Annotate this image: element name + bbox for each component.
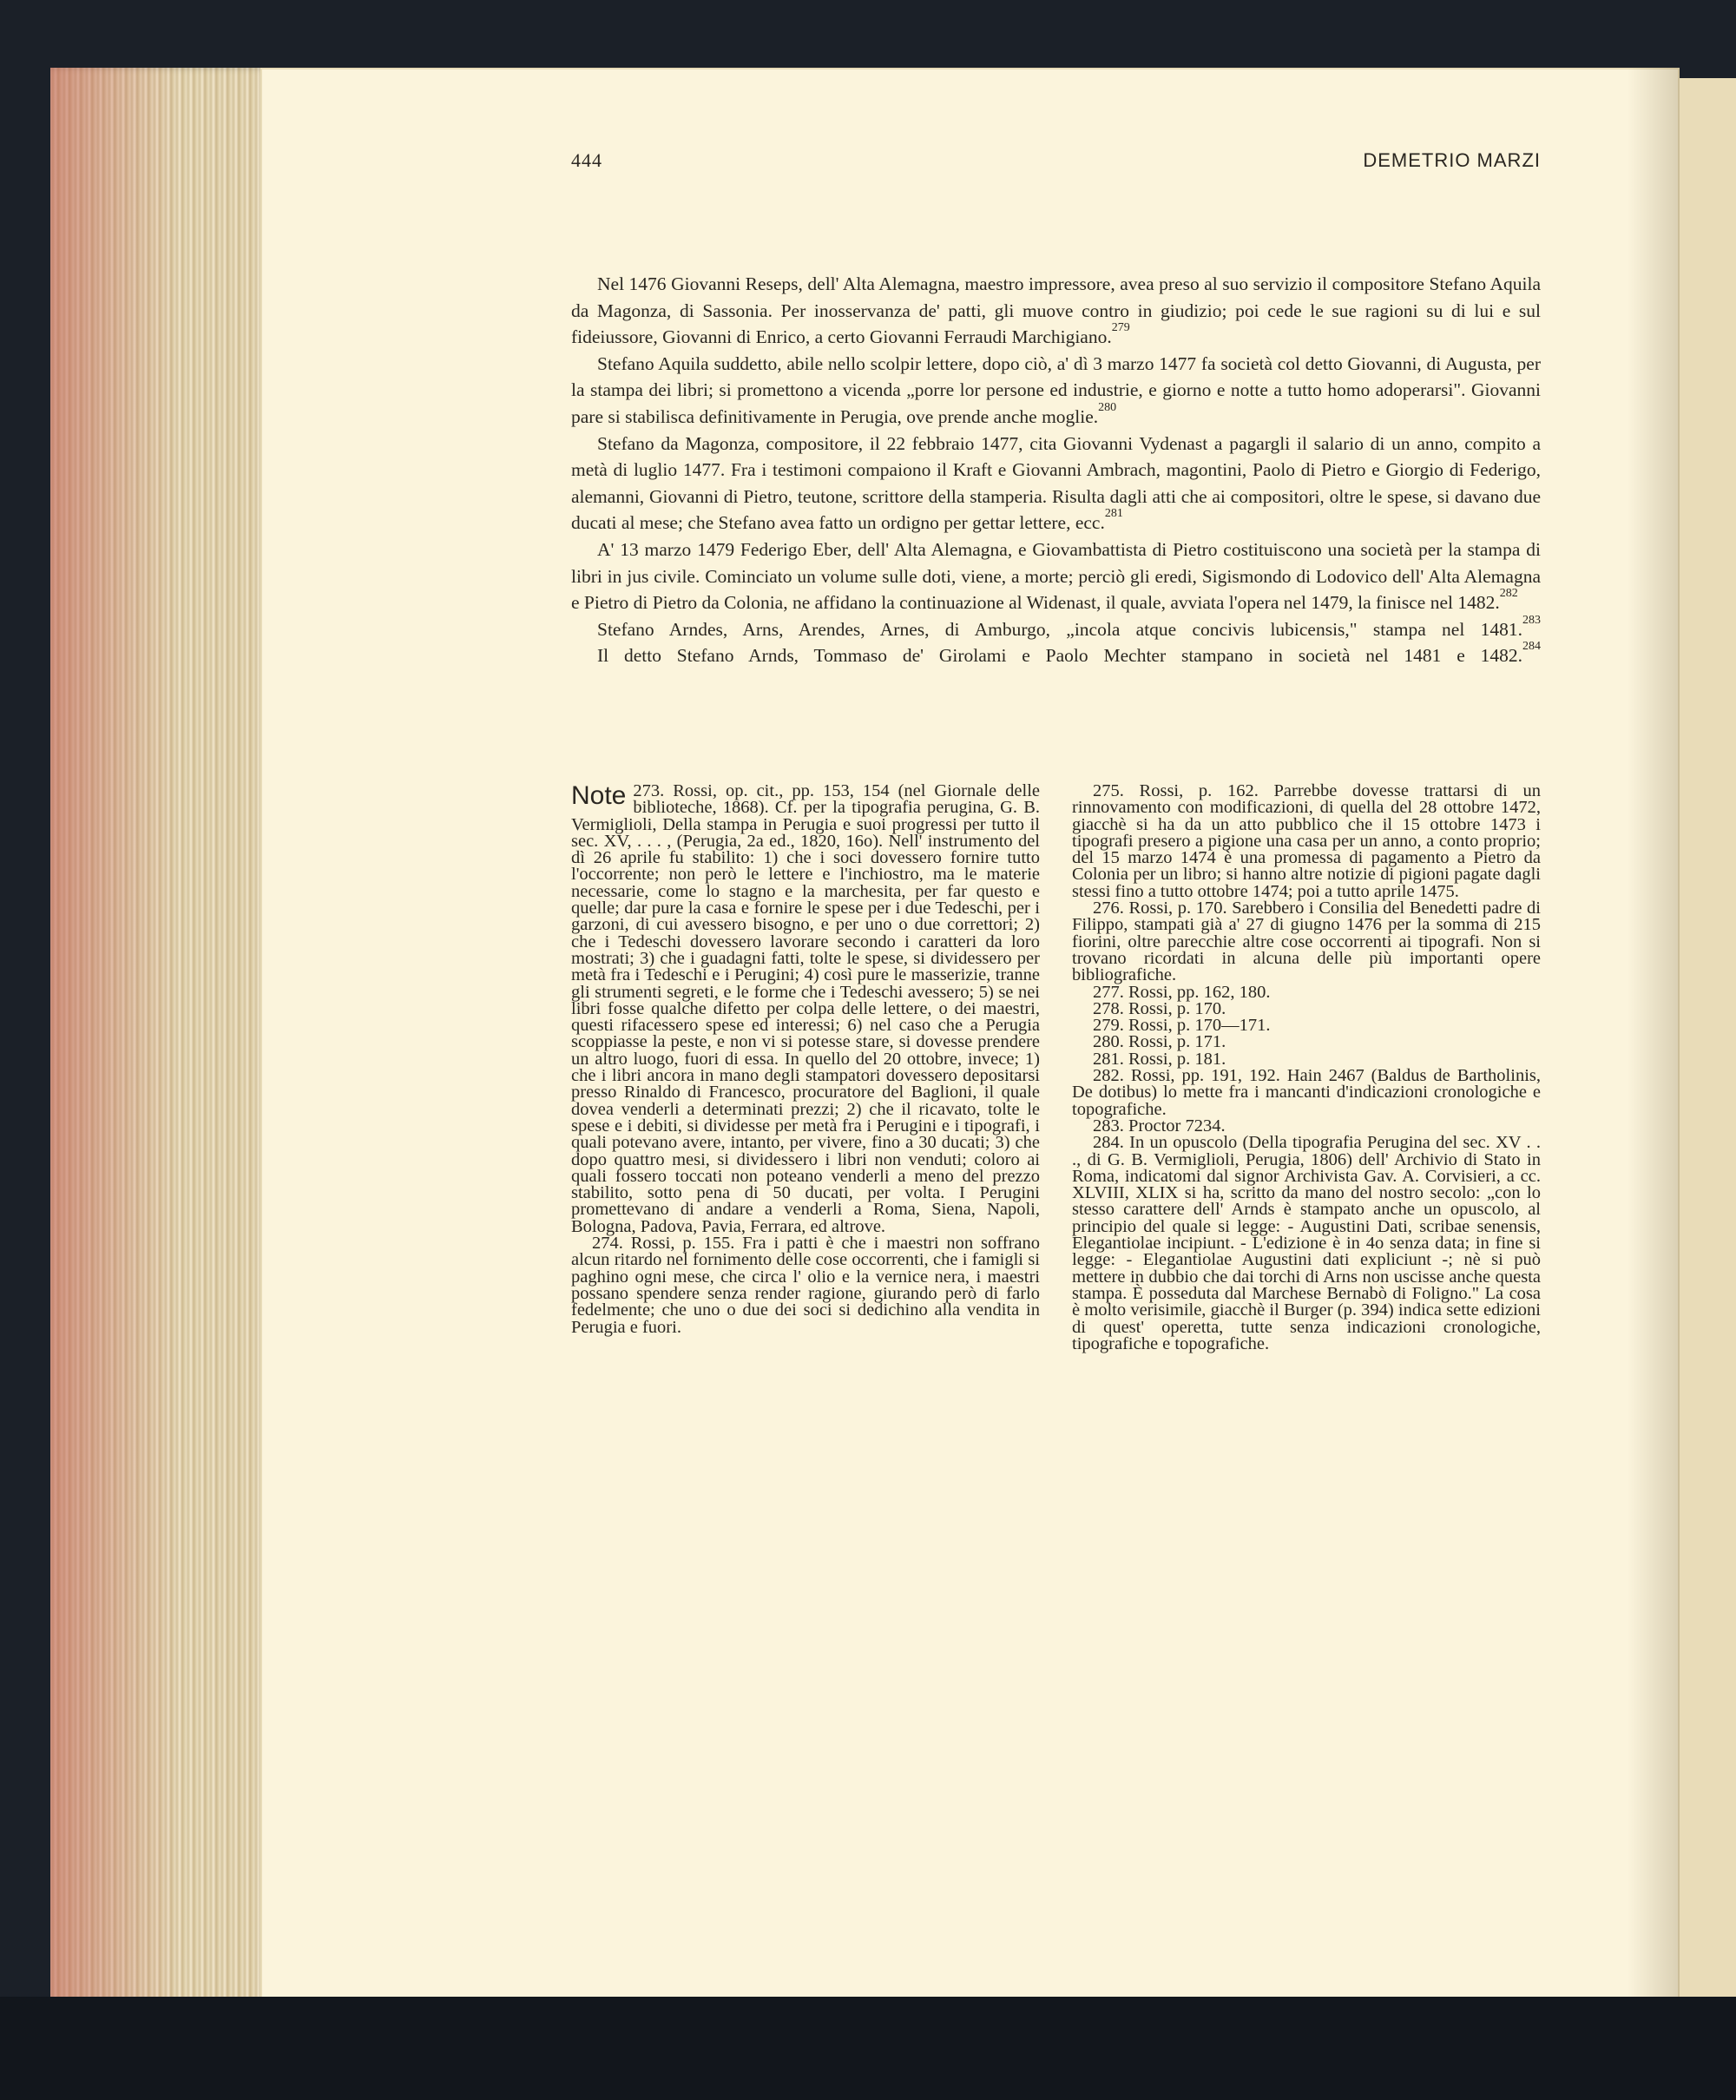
footnotes-right-column xyxy=(1072,783,1541,1353)
footnote: 280. Rossi, p. 171. xyxy=(1093,1032,1226,1052)
footnote: 284. In un opuscolo (Della tipografia Perugina del sec. XV . . ., di G. B. Vermiglioli, Perugia, 1806) dell' Archivio di Stato in Roma, indicatomi dal signor Archivista Gav. A. Corvisieri, a cc. XLVIII, XLIX si ha, scritto da mano del nostro secolo: „con lo stesso carattere dell' Arnds è stampato anche un opuscolo, al principio del quale si legge: - Augustini Dati, scribae senensis, Elegantiolae incipiunt. - L'edizione è in 4o senza data; in fine si legge: - Elegantiolae Augustini dati expliciunt -; nè si può mettere in dubbio che dai torchi di Arns non uscisse anche questa stampa. È posseduta dal Marchese Bernabò di Foligno." La cosa è molto verisimile, giacchè il Burger (p. 394) indica sette edizioni di quest' operetta, tutte senza indicazioni cronologiche, tipografiche e topografiche. xyxy=(1072,1133,1541,1353)
paragraph: Nel 1476 Giovanni Reseps, dell' Alta Alemagna, maestro impressore, avea preso al suo servizio il compositore Stefano Aquila da Magonza, di Sassonia. Per inosservanza de' patti, gli muove contro in giudizio; poi cede le sue ragioni su di lui e sul fideiussore, Giovanni di Enrico, a certo Giovanni Ferraudi Marchigiano.$^{279}$ xyxy=(571,273,1541,348)
notes-label: Note xyxy=(571,781,627,810)
paragraph: Stefano Arndes, Arns, Arendes, Arnes, di Amburgo, „incola atque concivis lubicensis," stampa nel 1481.$^{283}$ xyxy=(597,613,1541,640)
footnote-ref: 281 xyxy=(1104,507,1123,521)
footnote-ref: 284 xyxy=(1522,640,1541,654)
facing-page-edge xyxy=(1680,78,1736,2014)
footnote: 279. Rossi, p. 170—171. xyxy=(1093,1016,1271,1036)
main-text xyxy=(571,271,1541,669)
paragraph: Stefano da Magonza, compositore, il 22 febbraio 1477, cita Giovanni Vydenast a pagargli il salario di un anno, compito a metà di luglio 1477. Fra i testimoni compaiono il Kraft e Giovanni Ambrach, magontini, Paolo di Pietro e Giorgio di Federigo, alemanni, Giovanni di Pietro, teutone, scrittore della stamperia. Risulta dagli atti che ai compositori, oltre le spese, si davano due ducati al mese; che Stefano avea fatto un ordigno per gettar lettere, ecc.$^{281}$ xyxy=(571,432,1541,534)
footnote: 283. Proctor 7234. xyxy=(1093,1116,1226,1136)
running-title: DEMETRIO MARZI xyxy=(1363,149,1541,171)
paragraph: Stefano Aquila suddetto, abile nello scolpir lettere, dopo ciò, a' dì 3 marzo 1477 fa società col detto Giovanni, di Augusta, per la stampa dei libri; si promettono a vicenda „porre lor persone ed industrie, e giorno e notte a tutto homo adoperarsi". Giovanni pare si stabilisca definitivamente in Perugia, ove prende anche moglie.$^{280}$ xyxy=(571,352,1541,427)
footnote: 276. Rossi, p. 170. Sarebbero i Consilia del Benedetti padre di Filippo, stampati già a' 27 di giugno 1476 per la somma di 215 fiorini, oltre parecchie altre cose occorrenti ai tipografi. Non si trovano ricordati in alcuna delle più importanti opere bibliografiche. xyxy=(1072,899,1541,985)
footnote: Note 273. Rossi, op. cit., pp. 153, 154 (nel Giornale delle biblioteche, 1868). Cf. per la tipografia perugina, G. B. Vermiglioli, Della stampa in Perugia e suoi progressi per tutto il sec. XV, . . . , (Perugia, 2a ed., 1820, 16o). Nell' instrumento del dì 26 aprile fu stabilito: 1) che i soci dovessero fornire tutto l'occorrente; non però le lettere e l'inchiostro, ma le materie necessarie, come lo stagno e la marchesita, per far questo e quelle; dar pure la casa e fornire le spese per i due Tedeschi, per i garzoni, di cui avessero bisogno, e per uno o due correttori; 2) che i Tedeschi dovessero lavorare secondo i caratteri da loro mostrati; 3) che i guadagni fatti, tolte le spese, si dividessero per metà fra i Tedeschi e i Perugini; 4) così pure le masserizie, tranne gli strumenti segreti, e le forme che i Tedeschi avessero; 5) se nei libri fosse qualche difetto per colpa delle lettere, o dei maestri, questi rifacessero spese ed interessi; 6) nel caso che a Perugia scoppiasse la peste, e non vi si potesse stare, si dovesse prendere un altro luogo, fuori di essa. In quello del 20 ottobre, invece; 1) che i libri ancora in mano degli stampatori dovessero depositarsi presso Rinaldo di Francesco, procuratore del Baglioni, il quale dovea venderli a determinati prezzi; 2) che il ricavato, tolte le spese e i debiti, si dividesse per metà fra i Perugini e i tipografi, i quali potevano avere, intanto, per vivere, fino a 30 ducati; 3) che dopo quattro mesi, si dividessero i libri non venduti; coloro ai quali fossero toccati non poteano venderli a meno del prezzo stabilito, sotto pena di 50 ducati, per volta. I Perugini promettevano di andare a venderli a Roma, Siena, Napoli, Bologna, Padova, Pavia, Ferrara, ed altrove. xyxy=(571,781,1040,1236)
footnote: 275. Rossi, p. 162. Parrebbe dovesse trattarsi di un rinnovamento con modificazioni, di quella del 28 ottobre 1472, giacchè si ha da un atto pubblico che il 15 ottobre 1473 i tipografi presero a pigione una casa per un anno, a conto proprio; del 15 marzo 1474 è una promessa di pagamento a Pietro da Colonia per un libro; si hanno altre notizie di pigioni pagate dagli stessi fino a tutto ottobre 1474; poi a tutto aprile 1475. xyxy=(1072,781,1541,901)
footnote-ref: 282 xyxy=(1499,587,1518,601)
page-number: 444 xyxy=(571,149,602,171)
footnote: 278. Rossi, p. 170. xyxy=(1093,998,1226,1018)
paragraph: A' 13 marzo 1479 Federigo Eber, dell' Alta Alemagna, e Giovambattista di Pietro costituiscono una società per la stampa di libri in jus civile. Cominciato un volume sulle doti, viene, a morte; perciò gli eredi, Sigismondo di Lodovico dell' Alta Alemagna e Pietro di Pietro da Colonia, ne affidano la continuazione al Widenast, il quale, avviata l'opera nel 1479, la finisce nel 1482.$^{282}$ xyxy=(571,538,1541,614)
book-edge-stain xyxy=(50,68,181,2021)
footnote: 274. Rossi, p. 155. Fra i patti è che i maestri non soffrano alcun ritardo nel fornimento delle cose occorrenti, che i famigli si paghino ogni mese, che circa l' olio e la vernice nera, i maestri possano spendere senza render ragione, giurando però di farlo fedelmente; che uno o due dei soci si dedichino alla vendita in Perugia e fuori. xyxy=(571,1234,1040,1337)
footnote-ref: 279 xyxy=(1111,321,1130,335)
paragraph: Il detto Stefano Arnds, Tommaso de' Girolami e Paolo Mechter stampano in società nel 1481 e 1482.$^{284}$ xyxy=(597,640,1541,667)
background-shadow xyxy=(0,1997,1736,2100)
footnote: 281. Rossi, p. 181. xyxy=(1093,1049,1226,1069)
footnote: 282. Rossi, pp. 191, 192. Hain 2467 (Baldus de Bartholinis, De dotibus) lo mette fra i mancanti d'indicazioni cronologiche e topografiche. xyxy=(1072,1066,1541,1119)
footnotes-left-column xyxy=(571,783,1040,1336)
footnote: 277. Rossi, pp. 162, 180. xyxy=(1093,982,1271,1002)
footnote-ref: 283 xyxy=(1522,613,1541,627)
footnote-ref: 280 xyxy=(1098,400,1117,414)
page-gutter-shadow xyxy=(1628,68,1680,2021)
